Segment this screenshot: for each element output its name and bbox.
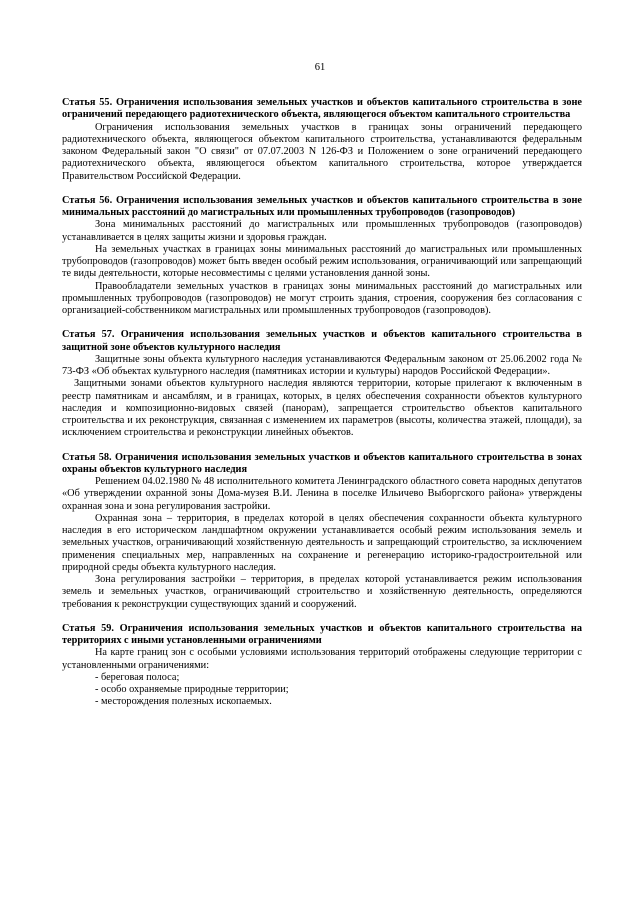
article-56	[62, 195, 582, 318]
paragraph: Ограничения использования земельных участков в границах зоны ограничений передающего радиотехнического объекта, являющегося объектом капитального строительства, устанавливаются федеральным законом Федеральный закон "О связи" от 07.07.2003 N 126-ФЗ и Положением о зоне ограничений передающего радиотехнического объекта, являющегося объектом капитального строительства, которое утверждается Правительством Российской Федерации.	[62, 121, 582, 182]
paragraph: Охранная зона – территория, в пределах которой в целях обеспечения сохранности объекта культурного наследия в его историческом ландшафтном окружении устанавливается особый режим использования земель и земельных участков, ограничивающий хозяйственную деятельность и запрещающий строительство, за исключением применения специальных мер, направленных на сохранение и регенерацию историко-градостроительной или природной среды объекта культурного наследия.	[62, 512, 582, 573]
article-title: Статья 59. Ограничения использования земельных участков и объектов капитального строительства на территориях с иными установленными ограничениями	[62, 622, 582, 646]
paragraph: Защитными зонами объектов культурного наследия являются территории, которые прилегают к включенным в реестр памятникам и ансамблям, и в границах, которых, в целях обеспечения сохранности объектов культурного наследия и композиционно-видовых связей (панорам), запрещается строительство объектов капитального строительства и их реконструкция, связанная с изменением их параметров (высоты, количества этажей, площади), за исключением строительства и реконструкции линейных объектов.	[62, 378, 582, 439]
article-57	[62, 329, 582, 439]
list-item: - особо охраняемые природные территории;	[95, 684, 289, 695]
list-item: - месторождения полезных ископаемых.	[95, 696, 272, 708]
paragraph: На карте границ зон с особыми условиями использования территорий отображены следующие территории с установленными ограничениями:	[62, 647, 582, 671]
article-59	[62, 623, 582, 709]
article-title: Статья 56. Ограничения использования земельных участков и объектов капитального строительства в зоне минимальных расстояний до магистральных или промышленных трубопроводов (газопроводов)	[62, 194, 582, 218]
paragraph: Защитные зоны объекта культурного наследия устанавливаются Федеральным законом от 25.06.2002 года № 73-ФЗ «Об объектах культурного наследия (памятниках истории и культуры) народов Российской Федерации».	[62, 353, 582, 377]
paragraph: На земельных участках в границах зоны минимальных расстояний до магистральных или промышленных трубопроводов (газопроводов) может быть введен особый режим использования, ограничивающий или запрещающий те виды деятельности, которые несовместимы с целями установления данной зоны.	[62, 243, 582, 280]
paragraph: Зона регулирования застройки – территория, в пределах которой устанавливается режим использования земель и земельных участков, ограничивающий строительство и хозяйственную деятельность, определяются требования к реконструкции существующих зданий и сооружений.	[62, 574, 582, 610]
paragraph: Правообладатели земельных участков в границах зоны минимальных расстояний до магистральных или промышленных трубопроводов (газопроводов) не могут строить здания, строения, сооружения без согласования с организацией-собственником магистральных или промышленных трубопроводов (газопроводов).	[62, 280, 582, 316]
page-number: 61	[314, 62, 326, 73]
list-item: - береговая полоса;	[95, 671, 180, 683]
article-58	[62, 452, 582, 611]
document-body	[62, 97, 582, 721]
article-title: Статья 55. Ограничения использования земельных участков и объектов капитального строительства в зоне ограничений передающего радиотехнического объекта, являющегося объектом капитального строительства	[62, 97, 582, 121]
paragraph: Зона минимальных расстояний до магистральных или промышленных трубопроводов (газопроводов) устанавливается в целях защиты жизни и здоровья граждан.	[62, 219, 582, 243]
article-title: Статья 58. Ограничения использования земельных участков и объектов капитального строительства в зонах охраны объектов культурного наследия	[62, 451, 582, 475]
article-title: Статья 57. Ограничения использования земельных участков и объектов капитального строительства в защитной зоне объектов культурного наследия	[62, 329, 582, 353]
paragraph: Решением 04.02.1980 № 48 исполнительного комитета Ленинградского областного совета народных депутатов «Об утверждении охранной зоны Дома-музея В.И. Ленина в поселке Ильичево Выборгского района» утверждены охранная зона и зона регулирования застройки.	[62, 476, 582, 512]
article-55	[62, 97, 582, 183]
